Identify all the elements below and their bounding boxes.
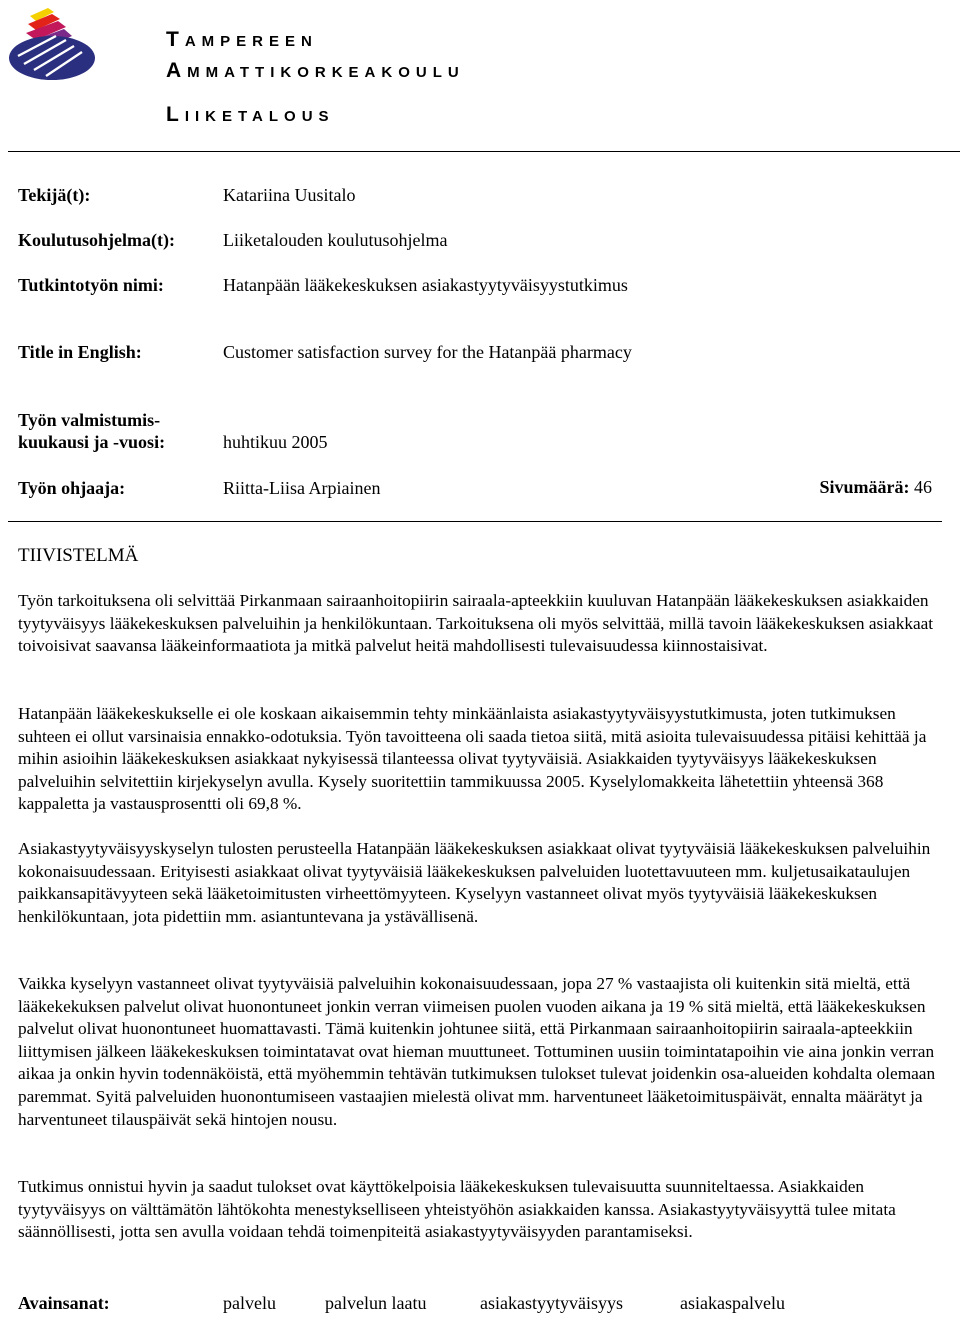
meta-divider <box>8 521 942 522</box>
keywords-label: Avainsanat: <box>18 1293 110 1313</box>
abstract-paragraph-2: Hatanpään lääkekeskukselle ei ole koskaan aikaisemmin tehty minkäänlaista asiakastyytyväisyystutkimusta, joten tutkimuksen suhteen ei ollut varsinaisia ennakko-odotuksia. Työn tavoitteena oli saada tietoa siitä, mitä asioita tulevaisuudessa pitäisi kehittää ja mihin asioihin lääkekeskuksen asiakkaat nykyisessä tilanteessa olivat tyytyväisiä. Asiakkaiden tyytyväisyys lääkekeskuksen palveluihin selvitettiin kirjekyselyn avulla. Kysely suoritettiin tammikuussa 2005. Kyselylomakkeita lähetettiin yhteensä 368 kappaletta ja vastausprosentti oli 69,8 %. <box>18 704 927 814</box>
author-value: Katariina Uusitalo <box>223 185 356 205</box>
title-english-value: Customer satisfaction survey for the Hatanpää pharmacy <box>223 342 632 362</box>
thesis-title-value: Hatanpään lääkekeskuksen asiakastyytyväisyystutkimus <box>223 275 628 295</box>
header-divider <box>8 151 960 152</box>
tamk-logo <box>8 6 96 82</box>
thesis-title-label: Tutkintotyön nimi: <box>18 275 164 295</box>
keyword-1: palvelu <box>223 1293 276 1313</box>
keyword-4: asiakaspalvelu <box>680 1293 785 1313</box>
institution-line-2 <box>166 59 465 83</box>
author-label: Tekijä(t): <box>18 185 91 205</box>
page-count <box>820 477 933 498</box>
title-english-label: Title in English: <box>18 342 142 362</box>
keyword-2: palvelun laatu <box>325 1293 427 1313</box>
completion-date-value: huhtikuu 2005 <box>223 432 328 452</box>
abstract-paragraph-4: Vaikka kyselyyn vastanneet olivat tyytyväisiä palveluihin kokonaisuudessaan, jopa 27 % vastaajista oli kuitenkin sitä mieltä, että lääkekekuksen palvelut olivat huonontuneet jonkin verran viimeisen puolen vuoden aikana ja 19 % sitä mieltä, että lääkekeskuksen palvelut olivat huonontuneet huomattavasti. Tämä kuitenkin johtunee siitä, että Pirkanmaan sairaanhoitopiirin sairaala-apteekkiin liittymisen jälkeen lääkekeskuksen toimintatavat ovat hieman muuttuneet. Tottuminen uusiin toimintatapoihin vie aina jonkin verran aikaa ja onkin hyvin todennäköistä, että myöhemmin tehtävän tutkimuksen tulokset tulevat joidenkin osa-alueiden kohdalta olemaan paremmat. Syitä palveluiden huonontumiseen vastaajien mielestä olivat mm. harventuneet lääketoimituspäivät, ennalta määrätyt ja harventuneet tilauspäivät sekä hintojen nousu. <box>18 974 936 1129</box>
supervisor-label: Työn ohjaaja: <box>18 478 126 498</box>
page-count-label: Sivumäärä: <box>819 477 910 497</box>
abstract-title: TIIVISTELMÄ <box>18 545 139 566</box>
abstract-paragraph-1: Työn tarkoituksena oli selvittää Pirkanmaan sairaanhoitopiirin sairaala-apteekkiin kuuluvan Hatanpään lääkekeskuksen asiakkaiden tyytyväisyys lääkekeskuksen palveluihin ja henkilökuntaan. Tarkoituksena oli myös selvittää, millä tavoin lääkekeskuksen asiakkaat toivoisivat saavansa lääkeinformaatiota ja mitkä palvelut heitä mahdollisesti tulevaisuudessa kiinnostaisivat. <box>18 591 934 656</box>
institution-line-1 <box>166 28 318 52</box>
programme-value: Liiketalouden koulutusohjelma <box>223 230 448 250</box>
programme-label: Koulutusohjelma(t): <box>18 230 175 250</box>
institution-line-1-text: TAMPEREEN <box>166 28 318 51</box>
supervisor-value: Riitta-Liisa Arpiainen <box>223 478 381 498</box>
institution-line-2-text: AMMATTIKORKEAKOULU <box>166 59 465 82</box>
department <box>166 103 335 127</box>
department-text: LIIKETALOUS <box>166 103 335 126</box>
keyword-3: asiakastyytyväisyys <box>480 1293 623 1313</box>
abstract-paragraph-3: Asiakastyytyväisyyskyselyn tulosten perusteella Hatanpään lääkekeskuksen asiakkaat olivat tyytyväisiä lääkekeskuksen palveluihin kokonaisuudessaan. Erityisesti asiakkaat olivat tyytyväisiä lääkekeskuksen palveluiden luotettavuuteen mm. kuljetusaikataulujen paikkansapitävyyteen sekä lääketoimitusten virheettömyyteen. Kyselyyn vastanneet olivat myös tyytyväisiä lääkekeskuksen henkilökuntaan, jota pidettiin mm. asiantuntevana ja ystävällisenä. <box>18 839 931 926</box>
abstract-paragraph-5: Tutkimus onnistui hyvin ja saadut tulokset ovat käyttökelpoisia lääkekeskuksen tulevaisuutta suunniteltaessa. Asiakkaiden tyytyväisyys on välttämätön lähtökohta menestykselliseen yhteistyöhön asiakkaiden kanssa. Asiakastyytyväisyyttä tulee mitata säännöllisesti, jotta sen avulla voidaan tehdä toimenpiteitä asiakastyytyväisyyden parantamiseksi. <box>18 1177 896 1242</box>
completion-date-label-line-2: kuukausi ja -vuosi: <box>18 432 166 452</box>
page-count-value: 46 <box>914 477 932 497</box>
completion-date-label-line-1: Työn valmistumis- <box>18 410 161 430</box>
